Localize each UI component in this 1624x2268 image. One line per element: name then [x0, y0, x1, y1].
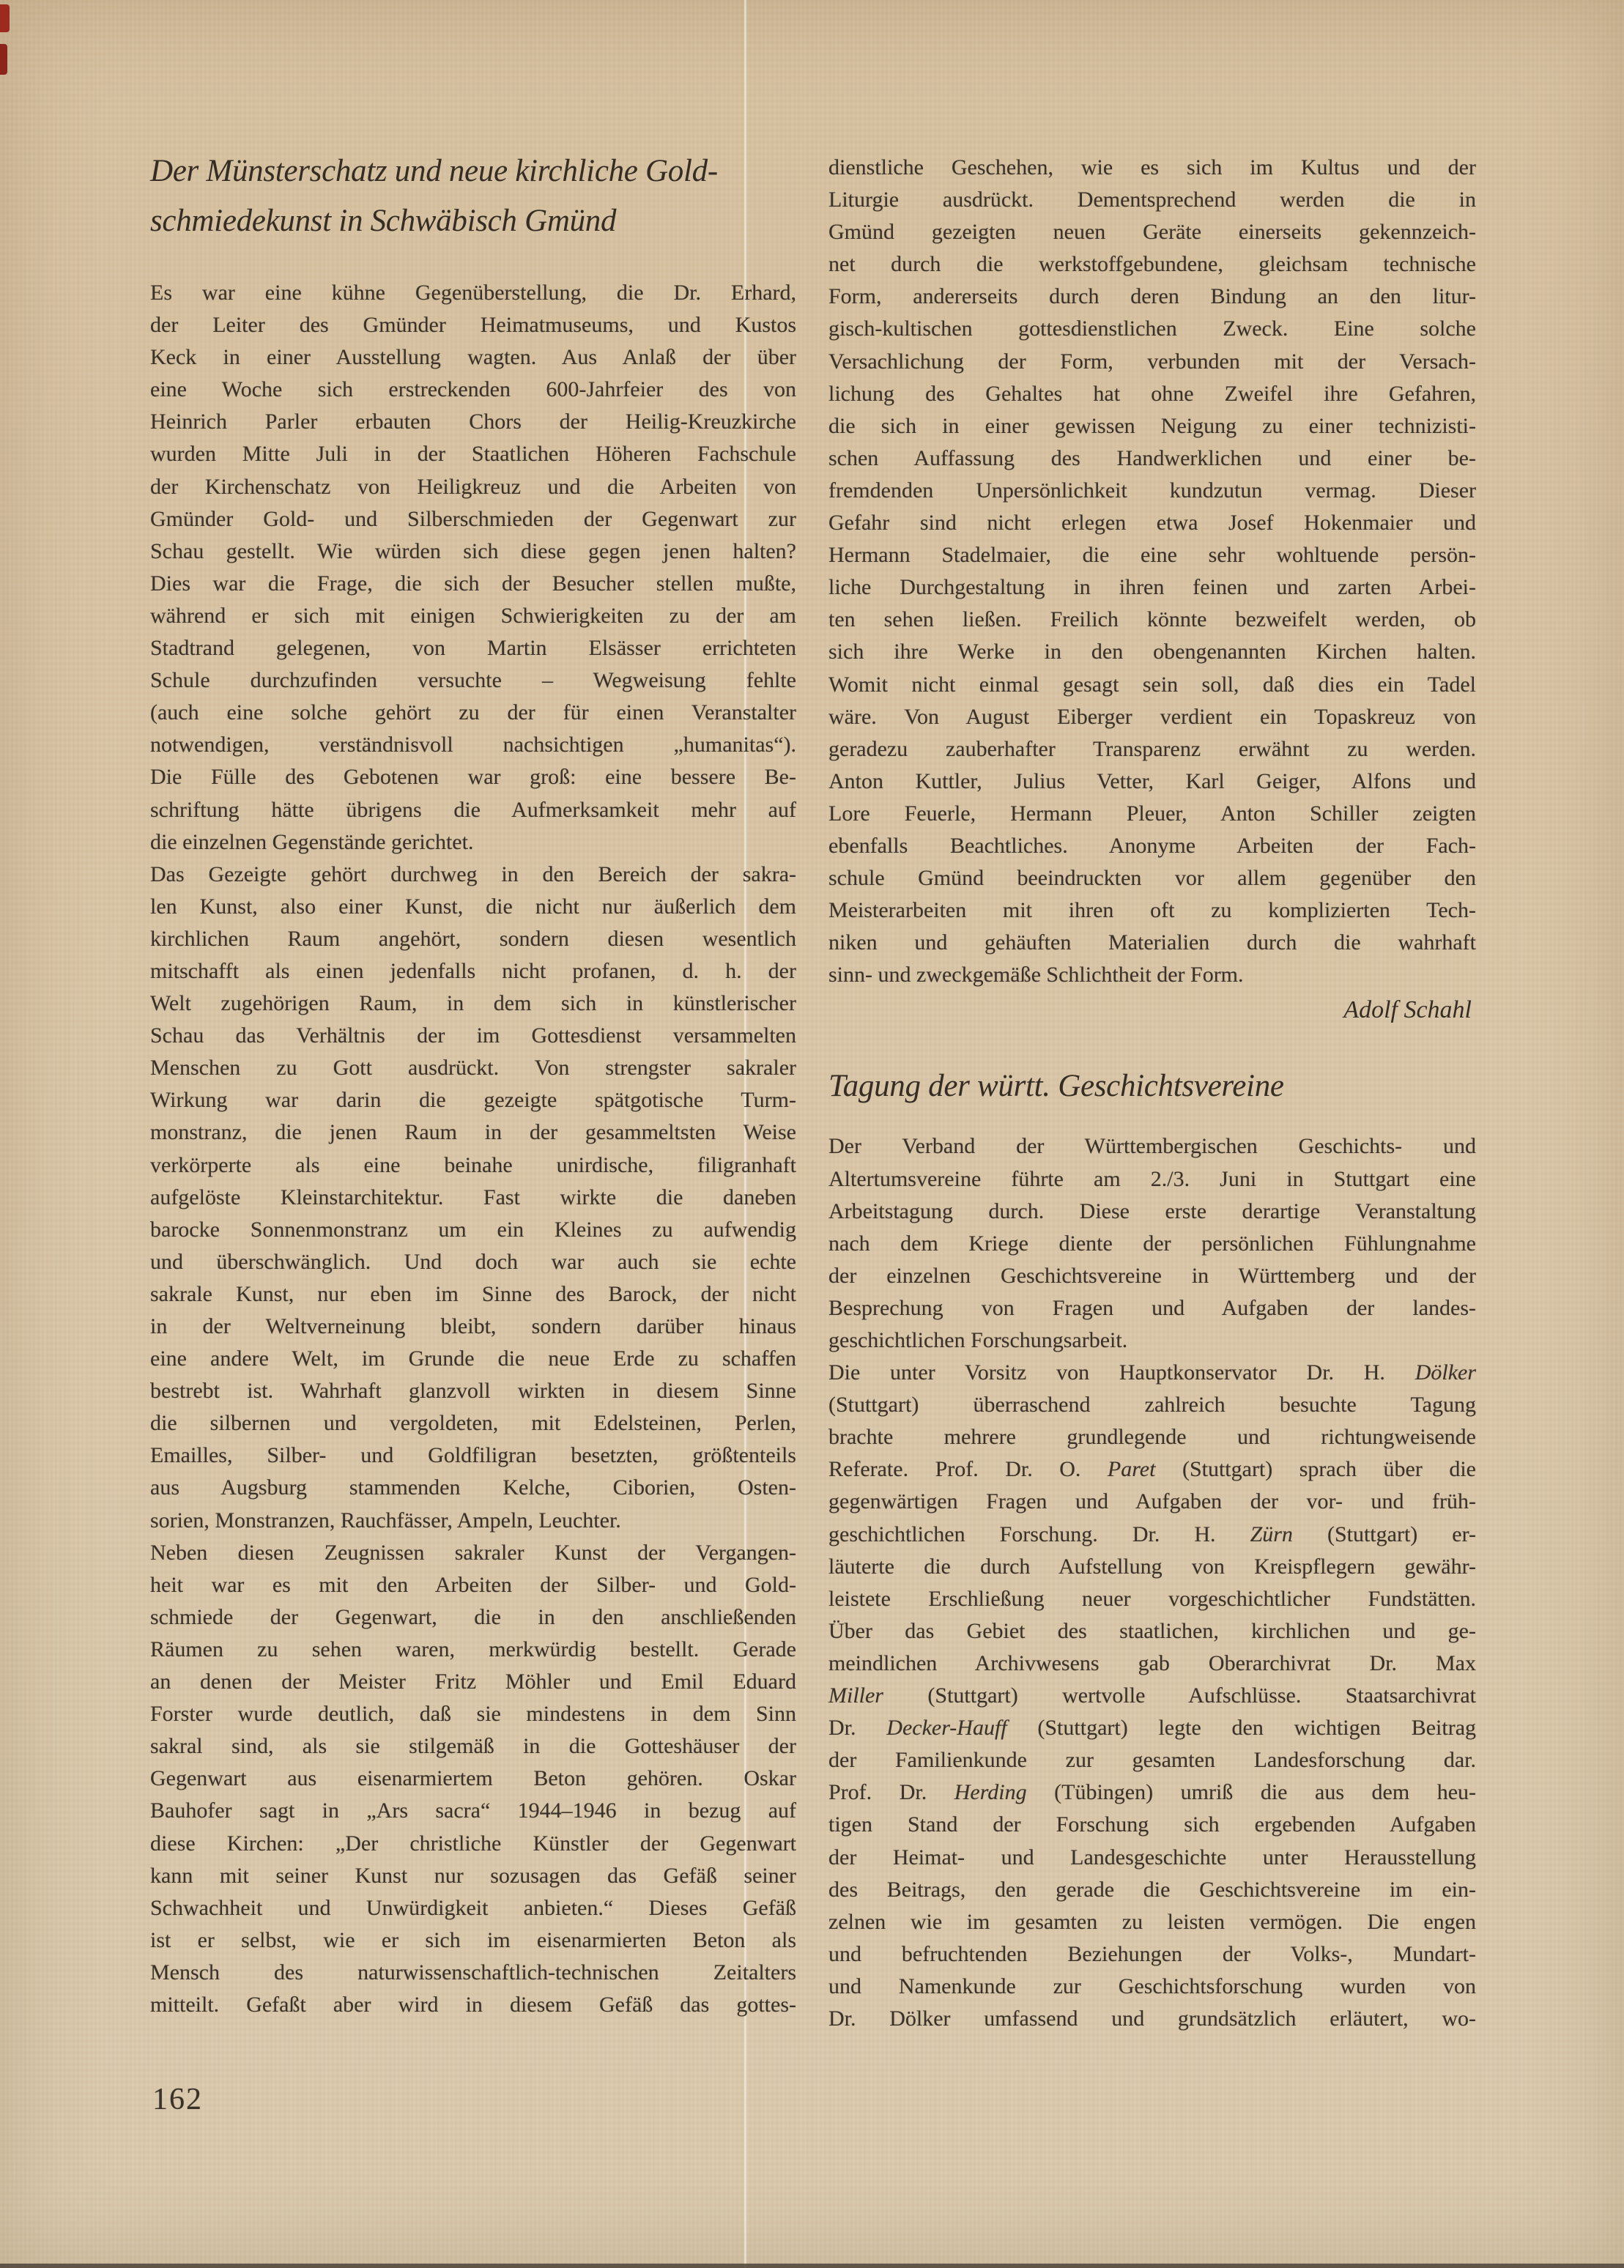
text-line: aus Augsburg stammenden Kelche, Ciborien, Osten-	[150, 1475, 796, 1500]
text-line: des Beitrags, den gerade die Geschichtsvereine im ein-	[828, 1877, 1476, 1902]
text-line: Dr. Decker-Hauff (Stuttgart) legte den wichtigen Beitrag	[828, 1716, 1477, 1741]
text-line: meindlichen Archivwesens gab Oberarchivrat Dr. Max	[828, 1650, 1476, 1675]
text-line: Schule durchzufinden versuchte – Wegweisung fehlte	[150, 668, 796, 693]
text-line: geschichtlichen Forschung. Dr. H. Zürn (Stuttgart) er-	[828, 1522, 1476, 1546]
article1-body-right	[828, 152, 1476, 991]
text-line: len Kunst, also einer Kunst, die nicht nur äußerlich dem	[150, 894, 796, 919]
text-line: Die Fülle des Gebotenen war groß: eine bessere Be-	[150, 765, 796, 790]
binding-mark	[0, 4, 10, 32]
text-line: gegenwärtigen Fragen und Aufgaben der vor- und früh-	[828, 1489, 1476, 1514]
text-line: Räumen zu sehen waren, merkwürdig bestellt. Gerade	[150, 1637, 796, 1661]
text-line: barocke Sonnenmonstranz um ein Kleines zu aufwendig	[150, 1217, 796, 1242]
text-line: kirchlichen Raum angehört, sondern diesen wesentlich	[150, 926, 796, 951]
text-line: ten sehen ließen. Freilich könnte bezweifelt werden, ob	[828, 607, 1476, 632]
text-line: leistete Erschließung neuer vorgeschichtlicher Fundstätten.	[828, 1586, 1476, 1611]
text-line: in der Weltverneinung bleibt, sondern darüber hinaus	[150, 1314, 796, 1338]
text-line: schmiede der Gegenwart, die in den anschließenden	[150, 1604, 796, 1629]
text-line: Versachlichung der Form, verbunden mit der Versach-	[828, 349, 1476, 374]
text-line: brachte mehrere grundlegende und richtungweisende	[828, 1425, 1476, 1450]
text-line: an denen der Meister Fritz Möhler und Emil Eduard	[150, 1670, 796, 1694]
text-line: Schau gestellt. Wie würden sich diese gegen jenen halten?	[150, 538, 796, 563]
text-line: fremdenden Unpersönlichkeit kundzutun vermag. Dieser	[828, 478, 1476, 503]
article1-title-line: Der Münsterschatz und neue kirchliche Gold-	[150, 154, 718, 188]
text-line: (Stuttgart) überraschend zahlreich besuchte Tagung	[828, 1393, 1476, 1418]
text-line: und überschwänglich. Und doch war auch sie echte	[150, 1249, 796, 1274]
text-line: net durch die werkstoffgebundene, gleichsam technische	[828, 252, 1476, 277]
text-line: geschichtlichen Forschungsarbeit.	[828, 1328, 1128, 1352]
text-line: Lore Feuerle, Hermann Pleuer, Anton Schiller zeigten	[828, 801, 1476, 826]
text-line: zelnen wie im gesamten zu leisten vermögen. Die engen	[828, 1909, 1476, 1934]
text-line: Gegenwart aus eisenarmiertem Beton gehören. Oskar	[150, 1766, 796, 1791]
text-line: sakral sind, als sie stilgemäß in die Gotteshäuser der	[150, 1734, 796, 1759]
text-line: (auch eine solche gehört zu der für einen Veranstalter	[150, 700, 796, 725]
paragraph	[828, 152, 1476, 991]
text-line: kann mit seiner Kunst nur sozusagen das Gefäß seiner	[150, 1863, 796, 1888]
paragraph	[150, 859, 796, 1537]
text-line: Emailles, Silber- und Goldfiligran besetzten, größtenteils	[150, 1443, 796, 1468]
text-line: Forster wurde deutlich, daß sie mindestens in dem Sinn	[150, 1702, 796, 1727]
text-line: Schau das Verhältnis der im Gottesdienst versammelten	[150, 1023, 796, 1048]
text-line: der Familienkunde zur gesamten Landesforschung dar.	[828, 1748, 1476, 1773]
text-line: der Heimat- und Landesgeschichte unter Herausstellung	[828, 1845, 1476, 1869]
article1-author: Adolf Schahl	[1343, 996, 1472, 1024]
text-line: Dies war die Frage, die sich der Besucher stellen mußte,	[150, 571, 796, 596]
text-line: Über das Gebiet des staatlichen, kirchlichen und ge-	[828, 1618, 1476, 1643]
left-column	[150, 147, 796, 2021]
text-line: Gmünder Gold- und Silberschmieden der Gegenwart zur	[150, 506, 796, 531]
text-line: nach dem Kriege diente der persönlichen Fühlungnahme	[828, 1231, 1476, 1256]
text-line: liche Durchgestaltung in ihren feinen und zarten Arbei-	[828, 575, 1476, 600]
text-line: Besprechung von Fragen und Aufgaben der landes-	[828, 1295, 1476, 1320]
text-line: Menschen zu Gott ausdrückt. Von strengster sakraler	[150, 1056, 796, 1081]
paragraph	[150, 277, 796, 859]
text-line: Altertumsvereine führte am 2./3. Juni in Stuttgart eine	[828, 1166, 1476, 1191]
text-line: Bauhofer sagt in „Ars sacra“ 1944–1946 in bezug auf	[150, 1798, 796, 1823]
text-line: Anton Kuttler, Julius Vetter, Karl Geiger, Alfons und	[828, 768, 1476, 793]
text-line: gisch-kultischen gottesdienstlichen Zweck. Eine solche	[828, 316, 1476, 341]
text-line: Neben diesen Zeugnissen sakraler Kunst der Vergangen-	[150, 1540, 796, 1565]
text-line: Arbeitstagung durch. Diese erste derartige Veranstaltung	[828, 1198, 1476, 1223]
article2-title: Tagung der württ. Geschichtsvereine	[828, 1069, 1284, 1104]
article2-body	[828, 1130, 1476, 2035]
text-line: verkörperte als eine beinahe unirdische, filigranhaft	[150, 1152, 796, 1177]
text-line: Welt zugehörigen Raum, in dem sich in künstlerischer	[150, 991, 796, 1016]
text-line: ist er selbst, wie er sich im eisenarmierten Beton als	[150, 1927, 796, 1952]
text-line: diese Kirchen: „Der christliche Künstler der Gegenwart	[150, 1831, 796, 1856]
text-line: Miller (Stuttgart) wertvolle Aufschlüsse. Staatsarchivrat	[828, 1683, 1476, 1708]
text-line: und befruchtenden Beziehungen der Volks-, Mundart-	[828, 1941, 1476, 1966]
text-line: ebenfalls Beachtliches. Anonyme Arbeiten der Fach-	[828, 833, 1476, 858]
text-line: notwendigen, verständnisvoll nachsichtigen „humanitas“).	[150, 733, 796, 757]
text-line: Meisterarbeiten mit ihren oft zu komplizierten Tech-	[828, 898, 1476, 923]
paragraph	[150, 1537, 796, 2021]
text-line: schule Gmünd beeindruckten vor allem gegenüber den	[828, 866, 1476, 891]
text-line: Es war eine kühne Gegenüberstellung, die Dr. Erhard,	[150, 281, 796, 305]
text-line: Form, andererseits durch deren Bindung an den litur-	[828, 284, 1476, 309]
scan-bottom-edge	[0, 2264, 1624, 2268]
paragraph	[828, 1130, 1476, 1357]
text-line: Das Gezeigte gehört durchweg in den Bereich der sakra-	[150, 861, 796, 886]
text-line: Hermann Stadelmaier, die eine sehr wohltuende persön-	[828, 543, 1476, 568]
text-line: und Namenkunde zur Geschichtsforschung wurden von	[828, 1974, 1476, 1998]
article1-body-left	[150, 277, 796, 2021]
article1-title	[150, 147, 796, 246]
text-line: eine andere Welt, im Grunde die neue Erde zu schaffen	[150, 1346, 796, 1371]
text-line: bestrebt ist. Wahrhaft glanzvoll wirkten in diesem Sinne	[150, 1379, 796, 1404]
text-line: Wirkung war darin die gezeigte spätgotische Turm-	[150, 1088, 796, 1113]
text-line: Die unter Vorsitz von Hauptkonservator Dr. H. Dölker	[828, 1360, 1476, 1385]
text-line: aufgelöste Kleinstarchitektur. Fast wirkte die daneben	[150, 1185, 796, 1209]
text-line: lichung des Gehaltes hat ohne Zweifel ihre Gefahren,	[828, 381, 1476, 406]
text-line: geradezu zauberhafter Transparenz erwähnt zu werden.	[828, 736, 1476, 761]
text-line: wäre. Von August Eiberger verdient ein Topaskreuz von	[828, 704, 1476, 729]
text-line: der Leiter des Gmünder Heimatmuseums, und Kustos	[150, 313, 796, 338]
text-line: eine Woche sich erstreckenden 600-Jahrfeier des von	[150, 377, 796, 402]
text-line: sich ihre Werke in den obengenannten Kirchen halten.	[828, 640, 1476, 664]
text-line: heit war es mit den Arbeiten der Silber- und Gold-	[150, 1572, 796, 1597]
text-line: Der Verband der Württembergischen Geschichts- und	[828, 1134, 1476, 1159]
text-line: niken und gehäuften Materialien durch die wahrhaft	[828, 930, 1476, 955]
text-line: Womit nicht einmal gesagt sein soll, daß dies ein Tadel	[828, 672, 1476, 697]
text-line: schen Auffassung des Handwerklichen und einer be-	[828, 445, 1476, 470]
text-line: mitschafft als einen jedenfalls nicht profanen, d. h. der	[150, 958, 796, 983]
article1-title-line: schmiedekunst in Schwäbisch Gmünd	[150, 204, 617, 238]
text-line: wurden Mitte Juli in der Staatlichen Höheren Fachschule	[150, 442, 796, 467]
text-line: monstranz, die jenen Raum in der gesammeltsten Weise	[150, 1120, 796, 1145]
page-number: 162	[152, 2083, 203, 2116]
text-line: Keck in einer Ausstellung wagten. Aus Anlaß der über	[150, 345, 796, 370]
paragraph	[828, 1357, 1476, 2035]
text-line: Dr. Dölker umfassend und grundsätzlich erläutert, wo-	[828, 2006, 1476, 2031]
text-line: sakrale Kunst, nur eben im Sinne des Barock, der nicht	[150, 1281, 796, 1306]
text-line: während er sich mit einigen Schwierigkeiten zu der am	[150, 603, 796, 628]
text-line: läuterte die durch Aufstellung von Kreispflegern gewähr-	[828, 1554, 1476, 1579]
text-line: dienstliche Geschehen, wie es sich im Kultus und der	[828, 155, 1476, 179]
text-line: sorien, Monstranzen, Rauchfässer, Ampeln, Leuchter.	[150, 1508, 621, 1533]
text-line: der einzelnen Geschichtsvereine in Württemberg und der	[828, 1263, 1476, 1288]
text-line: Gefahr sind nicht erlegen etwa Josef Hokenmaier und	[828, 511, 1476, 536]
text-line: Prof. Dr. Herding (Tübingen) umriß die aus dem heu-	[828, 1780, 1477, 1805]
text-line: Stadtrand gelegenen, von Martin Elsässer errichteten	[150, 636, 796, 661]
text-line: Schwachheit und Unwürdigkeit anbieten.“ Dieses Gefäß	[150, 1895, 796, 1920]
text-line: tigen Stand der Forschung sich ergebenden Aufgaben	[828, 1812, 1476, 1837]
text-line: Heinrich Parler erbauten Chors der Heilig-Kreuzkirche	[150, 410, 796, 434]
text-line: Gmünd gezeigten neuen Geräte einerseits gekennzeich-	[828, 220, 1476, 245]
text-line: sinn- und zweckgemäße Schlichtheit der Form.	[828, 963, 1244, 987]
text-line: die silbernen und vergoldeten, mit Edelsteinen, Perlen,	[150, 1411, 796, 1436]
text-line: die einzelnen Gegenstände gerichtet.	[150, 829, 474, 854]
right-column	[828, 152, 1476, 2035]
text-line: schriftung hätte übrigens die Aufmerksamkeit mehr auf	[150, 797, 796, 822]
binding-mark	[0, 44, 7, 75]
text-line: Mensch des naturwissenschaftlich-technischen Zeitalters	[150, 1960, 796, 1984]
text-line: die sich in einer gewissen Neigung zu einer technizisti-	[828, 413, 1476, 438]
text-line: mitteilt. Gefaßt aber wird in diesem Gefäß das gottes-	[150, 1992, 796, 2017]
text-line: der Kirchenschatz von Heiligkreuz und die Arbeiten von	[150, 474, 796, 499]
text-line: Liturgie ausdrückt. Dementsprechend werden die in	[828, 188, 1476, 212]
text-line: Referate. Prof. Dr. O. Paret (Stuttgart) sprach über die	[828, 1457, 1476, 1482]
